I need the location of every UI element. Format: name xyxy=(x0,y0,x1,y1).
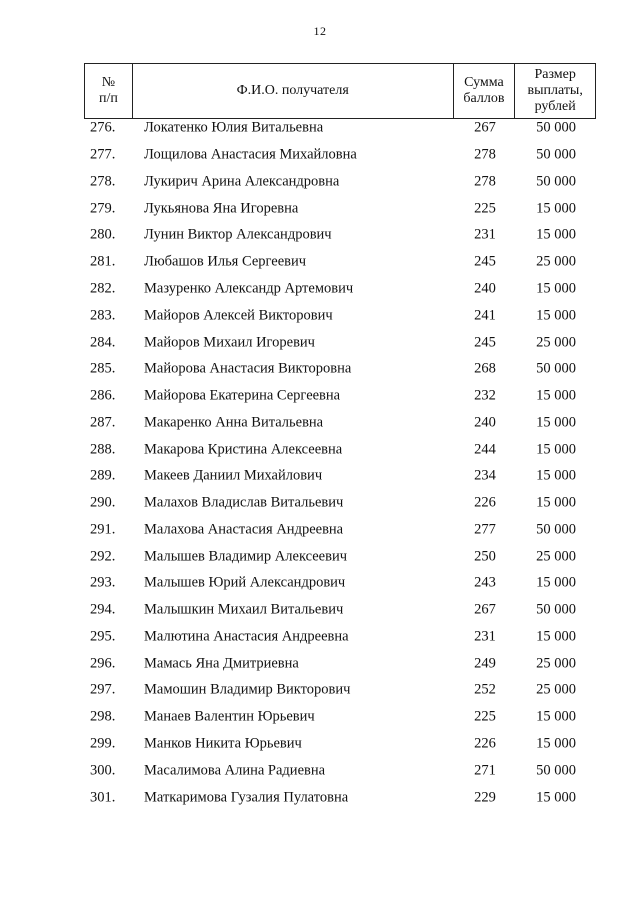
recipient-name: Майорова Екатерина Сергеевна xyxy=(144,387,341,404)
table-row xyxy=(84,383,596,410)
recipient-name: Макаренко Анна Витальевна xyxy=(144,414,324,431)
score-value: 252 xyxy=(474,681,496,698)
row-number: 280. xyxy=(90,226,116,243)
row-number: 292. xyxy=(90,548,116,565)
table-row xyxy=(84,142,596,169)
row-number: 294. xyxy=(90,601,116,618)
row-number: 296. xyxy=(90,655,116,672)
recipient-name: Макеев Даниил Михайлович xyxy=(144,467,323,484)
table-row xyxy=(84,543,596,570)
payment-amount: 25 000 xyxy=(536,681,576,698)
recipient-name: Малахов Владислав Витальевич xyxy=(144,494,344,511)
table-row xyxy=(84,115,596,142)
row-number: 290. xyxy=(90,494,116,511)
score-value: 225 xyxy=(474,200,496,217)
table-row xyxy=(84,463,596,490)
payment-amount: 25 000 xyxy=(536,655,576,672)
recipient-name: Любашов Илья Сергеевич xyxy=(144,253,307,270)
payment-amount: 15 000 xyxy=(536,494,576,511)
recipient-list xyxy=(84,115,596,811)
score-value: 241 xyxy=(474,307,496,324)
table-row xyxy=(84,222,596,249)
recipient-name: Масалимова Алина Радиевна xyxy=(144,762,326,779)
payment-amount: 50 000 xyxy=(536,601,576,618)
row-number: 279. xyxy=(90,200,116,217)
row-number: 285. xyxy=(90,360,116,377)
score-value: 277 xyxy=(474,521,496,538)
header-payment: Размер выплаты, рублей xyxy=(527,67,583,114)
row-number: 300. xyxy=(90,762,116,779)
payment-amount: 50 000 xyxy=(536,521,576,538)
table-row xyxy=(84,624,596,651)
table-row xyxy=(84,302,596,329)
table-row xyxy=(84,276,596,303)
table-row xyxy=(84,436,596,463)
payment-amount: 25 000 xyxy=(536,334,576,350)
row-number: 289. xyxy=(90,467,116,484)
header-name: Ф.И.О. получателя xyxy=(133,64,454,118)
payment-amount: 25 000 xyxy=(536,253,576,270)
recipient-name: Малышев Юрий Александрович xyxy=(144,574,346,591)
row-number: 276. xyxy=(90,119,116,136)
table-row xyxy=(84,249,596,276)
score-value: 244 xyxy=(474,441,496,458)
row-number: 281. xyxy=(90,253,116,270)
score-value: 249 xyxy=(474,655,496,672)
recipient-name: Лощилова Анастасия Михайловна xyxy=(144,146,357,163)
payment-amount: 15 000 xyxy=(536,735,576,752)
table-row xyxy=(84,570,596,597)
payment-amount: 15 000 xyxy=(536,414,576,431)
recipient-name: Лунин Виктор Александрович xyxy=(144,226,332,243)
row-number: 283. xyxy=(90,307,116,324)
row-number: 282. xyxy=(90,280,116,297)
score-value: 226 xyxy=(474,494,496,511)
row-number: 278. xyxy=(90,173,116,190)
table-row xyxy=(84,757,596,784)
payment-amount: 50 000 xyxy=(536,119,576,136)
payment-amount: 15 000 xyxy=(536,226,576,243)
score-value: 250 xyxy=(474,548,496,565)
recipient-name: Мамась Яна Дмитриевна xyxy=(144,655,299,672)
payment-amount: 15 000 xyxy=(536,708,576,725)
recipient-name: Макарова Кристина Алексеевна xyxy=(144,441,343,458)
recipient-name: Маткаримова Гузалия Пулатовна xyxy=(144,789,349,806)
recipient-name: Майорова Анастасия Викторовна xyxy=(144,360,352,377)
score-value: 240 xyxy=(474,414,496,431)
payment-amount: 15 000 xyxy=(536,628,576,645)
row-number: 284. xyxy=(90,334,116,350)
table-row xyxy=(84,784,596,811)
table-row xyxy=(84,329,596,356)
recipient-name: Малахова Анастасия Андреевна xyxy=(144,521,344,538)
score-value: 232 xyxy=(474,387,496,404)
recipient-name: Малышев Владимир Алексеевич xyxy=(144,548,348,565)
payment-amount: 15 000 xyxy=(536,307,576,324)
payment-amount: 15 000 xyxy=(536,280,576,297)
score-value: 278 xyxy=(474,146,496,163)
recipient-name: Мазуренко Александр Артемович xyxy=(144,280,354,297)
score-value: 245 xyxy=(474,334,496,350)
score-value: 267 xyxy=(474,119,496,136)
payment-amount: 15 000 xyxy=(536,200,576,217)
row-number: 286. xyxy=(90,387,116,404)
row-number: 291. xyxy=(90,521,116,538)
recipient-name: Лукьянова Яна Игоревна xyxy=(144,200,299,217)
payment-amount: 25 000 xyxy=(536,548,576,565)
score-value: 234 xyxy=(474,467,496,484)
row-number: 298. xyxy=(90,708,116,725)
score-value: 245 xyxy=(474,253,496,270)
table-row xyxy=(84,195,596,222)
header-number: № п/п xyxy=(85,64,133,118)
score-value: 278 xyxy=(474,173,496,190)
page-number: 12 xyxy=(313,24,327,38)
table-row xyxy=(84,731,596,758)
table-row xyxy=(84,704,596,731)
recipient-name: Малютина Анастасия Андреевна xyxy=(144,628,349,645)
row-number: 301. xyxy=(90,789,116,806)
row-number: 293. xyxy=(90,574,116,591)
table-row xyxy=(84,409,596,436)
score-value: 231 xyxy=(474,226,496,243)
row-number: 299. xyxy=(90,735,116,752)
table-row xyxy=(84,597,596,624)
recipient-name: Локатенко Юлия Витальевна xyxy=(144,119,324,136)
row-number: 288. xyxy=(90,441,116,458)
table-row xyxy=(84,169,596,196)
recipient-name: Лукирич Арина Александровна xyxy=(144,173,340,190)
recipient-name: Манаев Валентин Юрьевич xyxy=(144,708,315,725)
score-value: 231 xyxy=(474,628,496,645)
recipient-name: Майоров Алексей Викторович xyxy=(144,307,333,324)
recipient-name: Мамошин Владимир Викторович xyxy=(144,681,351,698)
payment-amount: 15 000 xyxy=(536,387,576,404)
score-value: 226 xyxy=(474,735,496,752)
row-number: 297. xyxy=(90,681,116,698)
score-value: 267 xyxy=(474,601,496,618)
row-number: 287. xyxy=(90,414,116,431)
score-value: 243 xyxy=(474,574,496,591)
table-row xyxy=(84,490,596,517)
payment-amount: 15 000 xyxy=(536,789,576,806)
payment-amount: 50 000 xyxy=(536,762,576,779)
recipient-name: Манков Никита Юрьевич xyxy=(144,735,302,752)
row-number: 277. xyxy=(90,146,116,163)
row-number: 295. xyxy=(90,628,116,645)
table-row xyxy=(84,516,596,543)
score-value: 240 xyxy=(474,280,496,297)
payment-amount: 50 000 xyxy=(536,173,576,190)
table-row xyxy=(84,677,596,704)
payment-amount: 50 000 xyxy=(536,146,576,163)
table-row xyxy=(84,356,596,383)
score-value: 268 xyxy=(474,360,496,377)
table-header xyxy=(84,63,596,119)
table-row xyxy=(84,650,596,677)
score-value: 271 xyxy=(474,762,496,779)
payment-amount: 15 000 xyxy=(536,574,576,591)
payment-amount: 15 000 xyxy=(536,441,576,458)
score-value: 229 xyxy=(474,789,496,806)
payment-amount: 50 000 xyxy=(536,360,576,377)
payment-amount: 15 000 xyxy=(536,467,576,484)
recipient-name: Малышкин Михаил Витальевич xyxy=(144,601,344,618)
score-value: 225 xyxy=(474,708,496,725)
header-score: Сумма баллов xyxy=(454,64,516,118)
recipient-name: Майоров Михаил Игоревич xyxy=(144,334,315,350)
